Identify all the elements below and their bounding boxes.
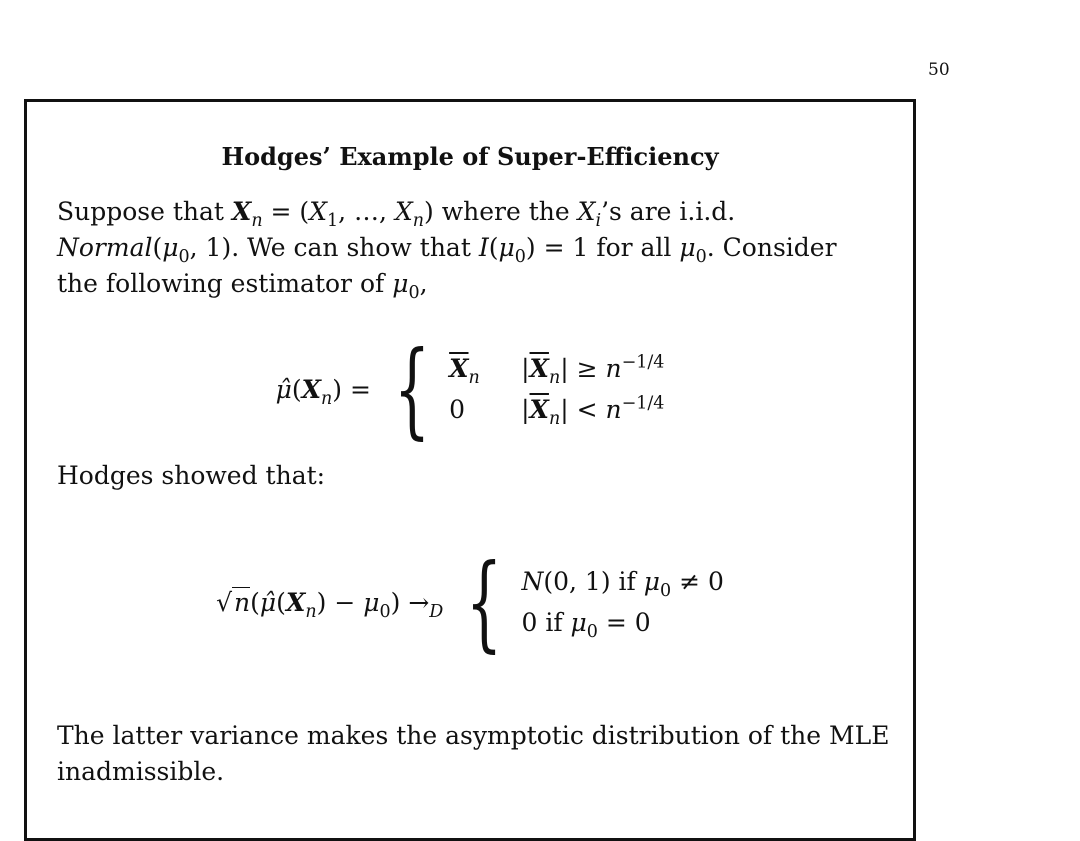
estimator-equation: $\mû(X_n)$ = { $\overline{X}_n$ $|\overline{X}_n| \ge n^{-1/4}$ 0 $|\overline{X}_n| < n^{-1/4}$ bbox=[275, 328, 665, 450]
page-number: 50 bbox=[928, 60, 950, 80]
paragraph-hodges: Hodges showed that: bbox=[57, 461, 326, 490]
asymptotic-equation: $√n(\mû(X_n) - \mu_0) \to_D$ { N(0, 1) if $\mu_0 \ne 0$ 0 if $\mu_0 = 0$ bbox=[216, 541, 724, 663]
paragraph-setup: Suppose that $X_n = (X_1$, …, $X_n$) where the $X_i’s$ are i.i.d. $Normal(\mu_0$, 1). We can show that $I(\mu_0) = 1$ for all $\mu_0$. Consider the following estimator of $\mu_0$, bbox=[57, 197, 837, 303]
slide-title: Hodges’ Example of Super-Efficiency bbox=[221, 142, 719, 171]
slide-frame bbox=[24, 99, 916, 841]
paragraph-conclusion: The latter variance makes the asymptotic distribution of the MLE inadmissible. bbox=[57, 721, 890, 786]
